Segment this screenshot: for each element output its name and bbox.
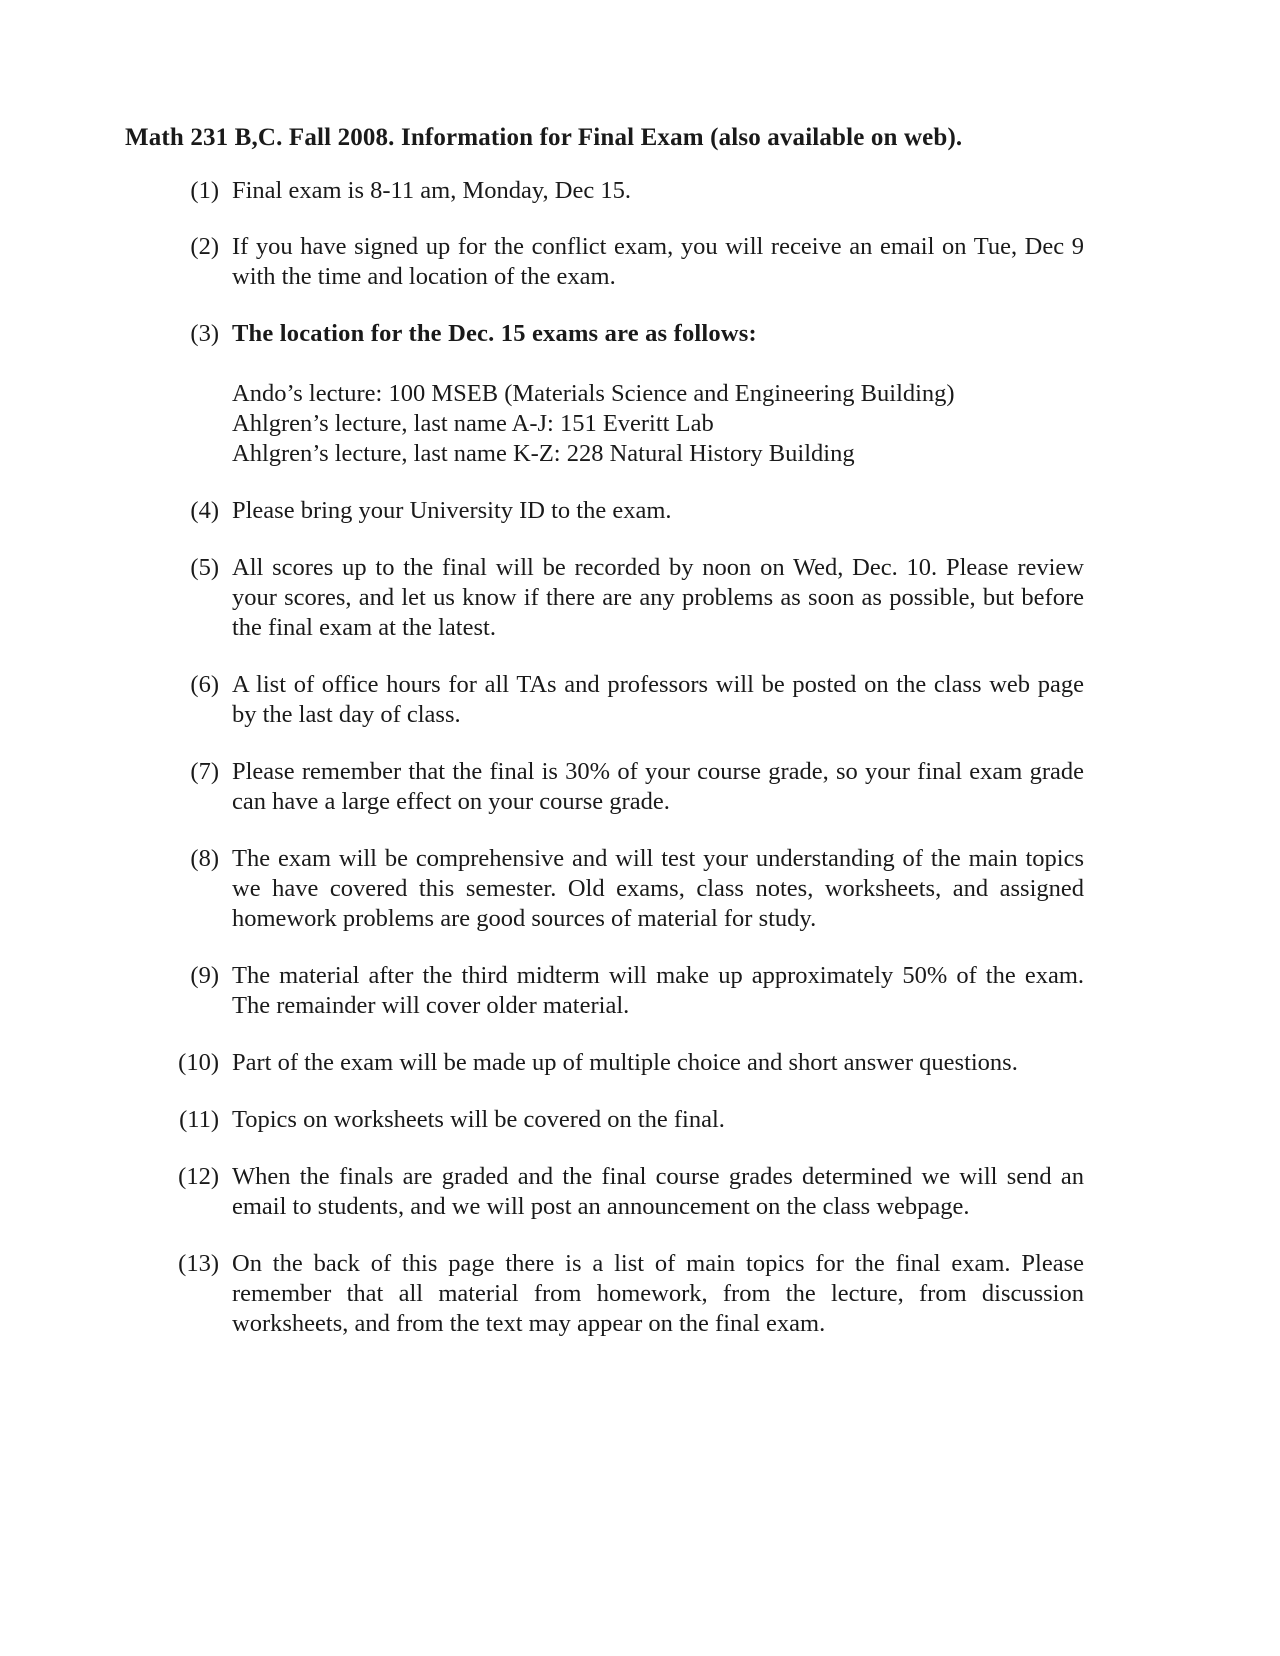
list-item-5 xyxy=(0,553,1280,643)
item-text: Topics on worksheets will be covered on the final. xyxy=(232,1106,725,1133)
item-text: Part of the exam will be made up of multiple choice and short answer questions. xyxy=(232,1049,1018,1076)
document-title: Math 231 B,C. Fall 2008. Information for Final Exam (also available on web). xyxy=(125,124,963,151)
list-item-10 xyxy=(0,1048,1280,1078)
item-number: (12) xyxy=(178,1163,219,1190)
list-item-9 xyxy=(0,961,1280,1021)
info-list xyxy=(0,176,1280,1339)
item-number: (8) xyxy=(190,845,219,872)
item-number: (6) xyxy=(190,671,219,698)
item-number: (4) xyxy=(190,497,219,524)
item-number: (9) xyxy=(190,962,219,989)
item-text: The material after the third midterm will make up approximately 50% of the exam. The remainder will cover older material. xyxy=(232,962,1084,1019)
item-text: Final exam is 8-11 am, Monday, Dec 15. xyxy=(232,177,631,204)
item-text: On the back of this page there is a list of main topics for the final exam. Please remember that all material from homework, from the lecture, from discussion worksheets, and from the text may appear on the final exam. xyxy=(232,1250,1084,1337)
item-number: (13) xyxy=(178,1250,219,1277)
item-text: When the finals are graded and the final course grades determined we will send an email to students, and we will post an announcement on the class webpage. xyxy=(232,1163,1084,1220)
list-item-11 xyxy=(0,1105,1280,1135)
item-text: The exam will be comprehensive and will test your understanding of the main topics we have covered this semester. Old exams, class notes, worksheets, and assigned homework problems are good sources of material for study. xyxy=(232,845,1084,932)
exam-locations xyxy=(232,379,1084,469)
item-text: The location for the Dec. 15 exams are as follows: xyxy=(232,320,757,347)
list-item-3 xyxy=(0,319,1280,349)
item-number: (5) xyxy=(190,554,219,581)
list-item-8 xyxy=(0,844,1280,934)
item-text: Please bring your University ID to the exam. xyxy=(232,497,672,524)
item-text: If you have signed up for the conflict exam, you will receive an email on Tue, Dec 9 with the time and location of the exam. xyxy=(232,233,1084,290)
item-text: Please remember that the final is 30% of your course grade, so your final exam grade can have a large effect on your course grade. xyxy=(232,758,1084,815)
location-line-ahlgren-k-z: Ahlgren’s lecture, last name K-Z: 228 Natural History Building xyxy=(232,440,855,467)
list-item-7 xyxy=(0,757,1280,817)
item-number: (3) xyxy=(190,320,219,347)
list-item-4 xyxy=(0,496,1280,526)
item-number: (2) xyxy=(190,233,219,260)
location-line-ando: Ando’s lecture: 100 MSEB (Materials Science and Engineering Building) xyxy=(232,380,955,407)
list-item-1 xyxy=(0,176,1280,206)
item-number: (10) xyxy=(178,1049,219,1076)
item-number: (7) xyxy=(190,758,219,785)
item-number: (11) xyxy=(179,1106,219,1133)
item-text: A list of office hours for all TAs and professors will be posted on the class web page by the last day of class. xyxy=(232,671,1084,728)
list-item-2 xyxy=(0,232,1280,292)
list-item-6 xyxy=(0,670,1280,730)
list-item-12 xyxy=(0,1162,1280,1222)
location-line-ahlgren-a-j: Ahlgren’s lecture, last name A-J: 151 Everitt Lab xyxy=(232,410,714,437)
item-number: (1) xyxy=(190,177,219,204)
item-text: All scores up to the final will be recorded by noon on Wed, Dec. 10. Please review your scores, and let us know if there are any problems as soon as possible, but before the final exam at the latest. xyxy=(232,554,1084,641)
list-item-13 xyxy=(0,1249,1280,1339)
